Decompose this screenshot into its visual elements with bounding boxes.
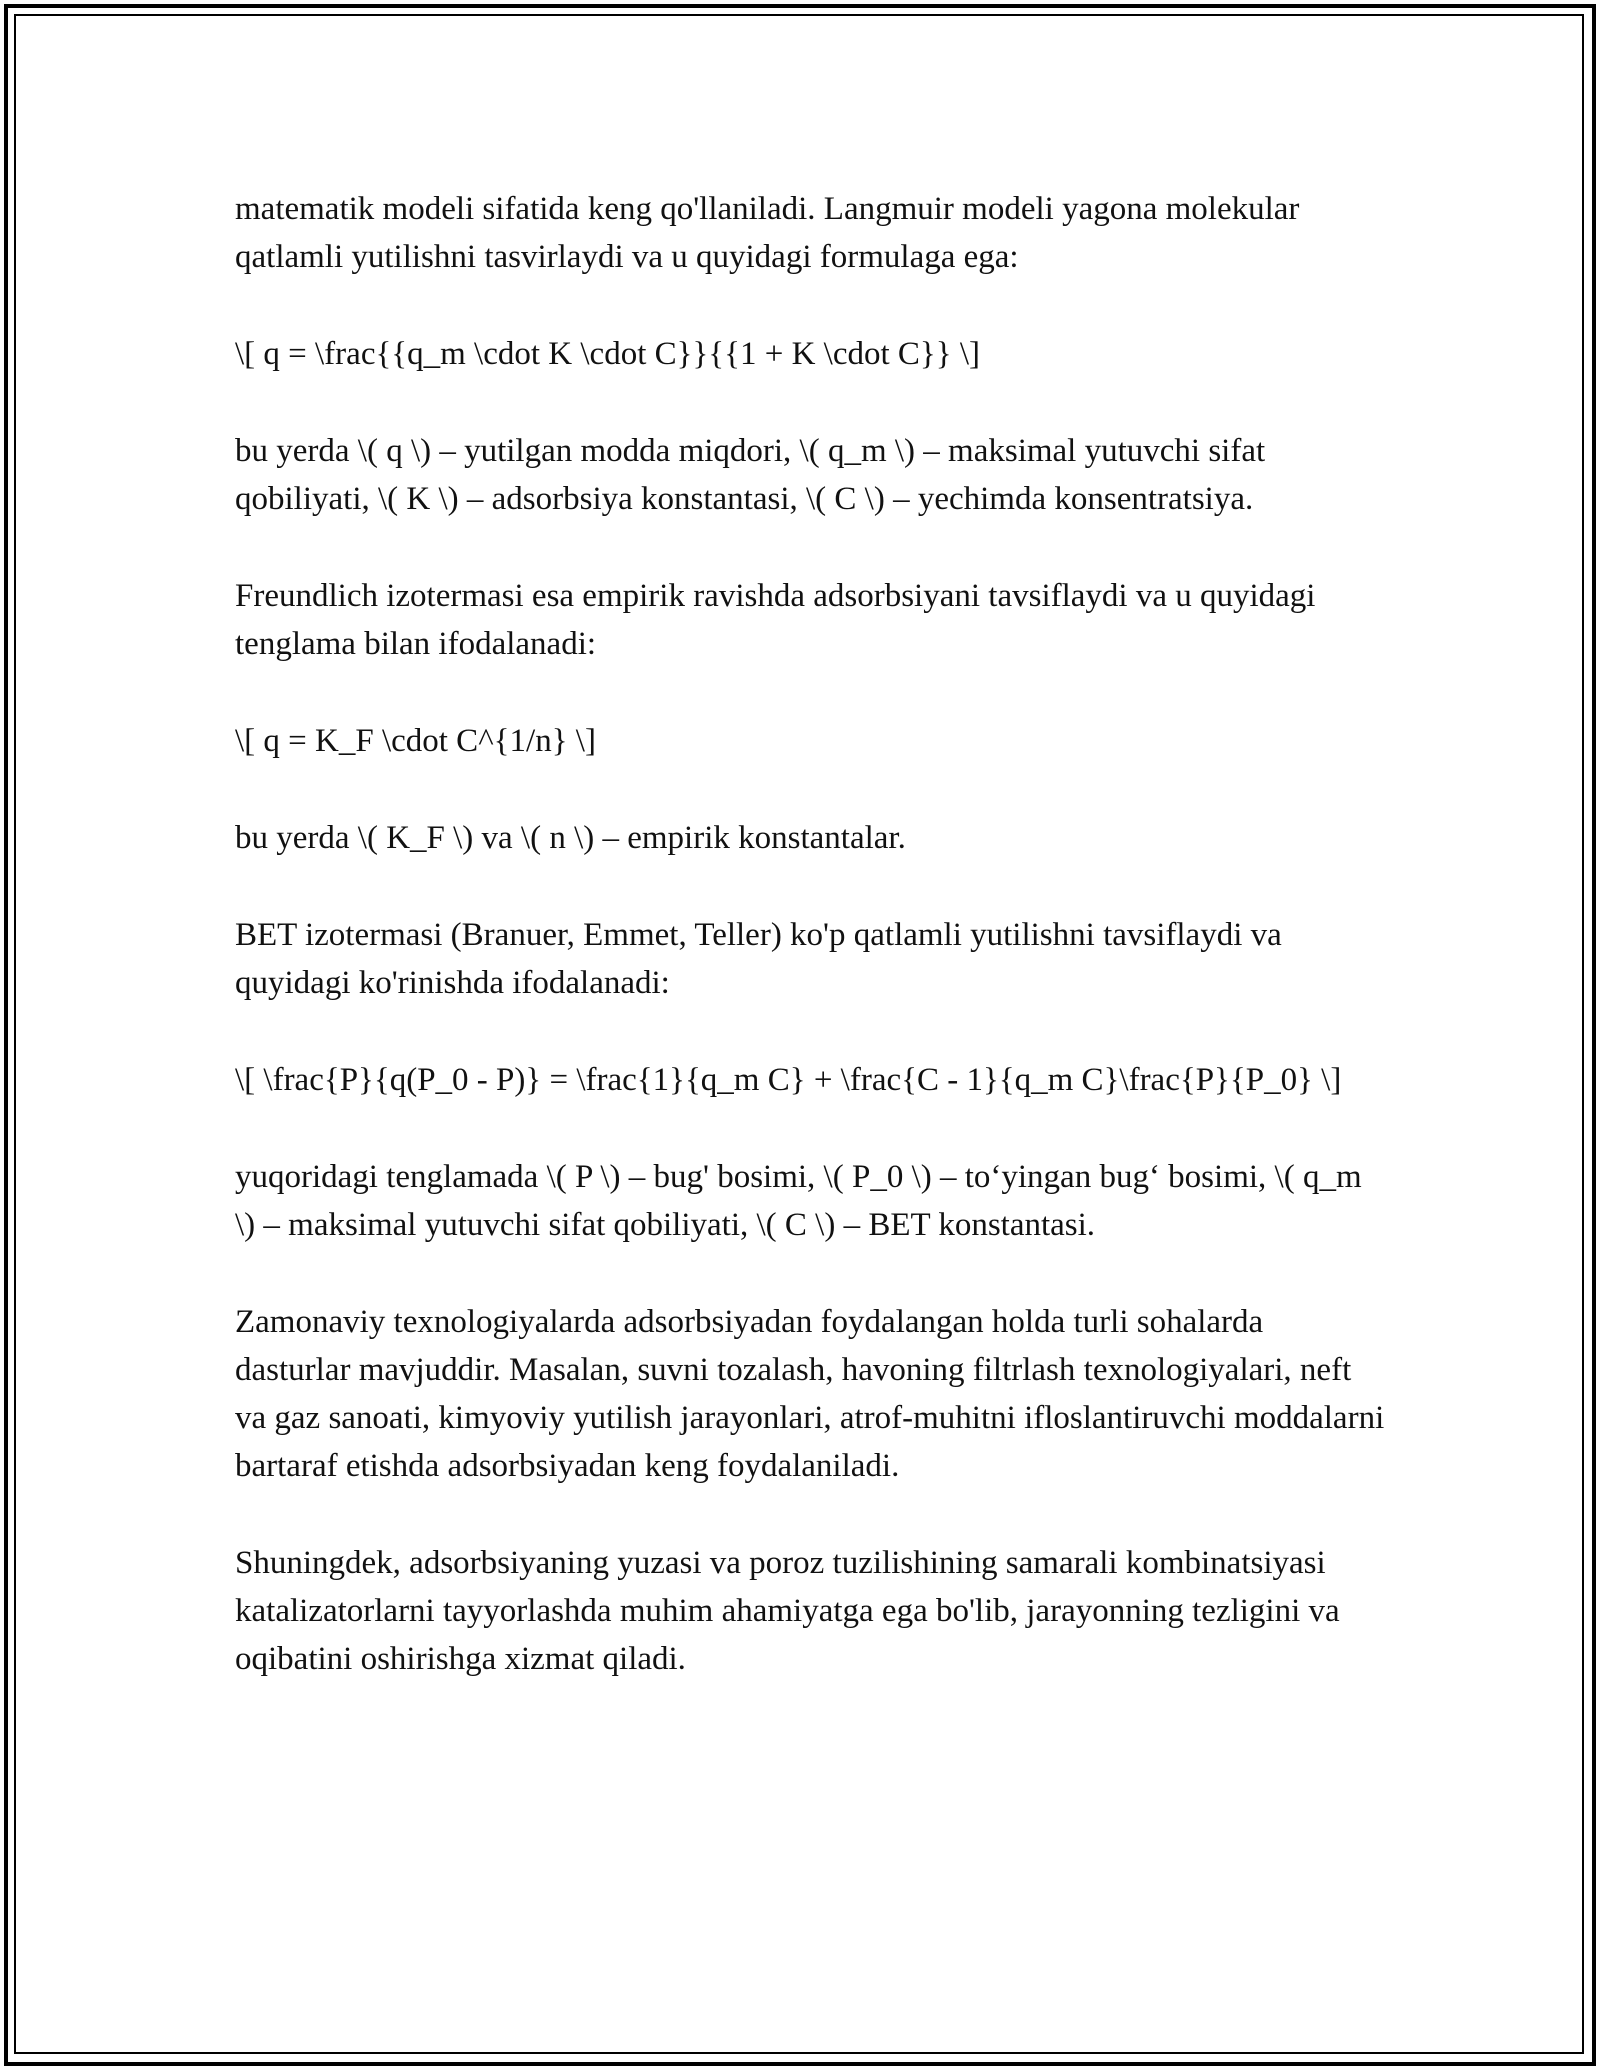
- formula-langmuir: \[ q = \frac{{q_m \cdot K \cdot C}}{{1 + K \cdot C}} \]: [235, 336, 980, 372]
- paragraph-freundlich-terms: bu yerda \( K_F \) va \( n \) – empirik konstantalar.: [235, 820, 906, 856]
- paragraph-langmuir-terms: bu yerda \( q \) – yutilgan modda miqdori, \( q_m \) – maksimal yutuvchi sifat qobiliyati, \( K \) – adsorbsiya konstantasi, \( C \) – yechimda konsentratsiya.: [235, 433, 1266, 517]
- paragraph-bet-terms: yuqoridagi tenglamada \( P \) – bug' bosimi, \( P_0 \) – to‘yingan bug‘ bosimi, \( q_m \) – maksimal yutuvchi sifat qobiliyati, \( C \) – BET konstantasi.: [235, 1159, 1362, 1243]
- paragraph-bet-intro: BET izotermasi (Branuer, Emmet, Teller) ko'p qatlamli yutilishni tavsiflaydi va quyidagi ko'rinishda ifodalanadi:: [235, 917, 1282, 1001]
- formula-bet: \[ \frac{P}{q(P_0 - P)} = \frac{1}{q_m C} + \frac{C - 1}{q_m C}\frac{P}{P_0} \]: [235, 1062, 1342, 1098]
- formula-freundlich: \[ q = K_F \cdot C^{1/n} \]: [235, 723, 596, 759]
- paragraph-langmuir-intro: matematik modeli sifatida keng qo'llaniladi. Langmuir modeli yagona molekular qatlamli yutilishni tasvirlaydi va u quyidagi formulaga ega:: [235, 191, 1300, 275]
- paragraph-freundlich-intro: Freundlich izotermasi esa empirik ravishda adsorbsiyani tavsiflaydi va u quyidagi tenglama bilan ifodalanadi:: [235, 578, 1316, 662]
- document-body: [235, 185, 1385, 1683]
- paragraph-catalysts: Shuningdek, adsorbsiyaning yuzasi va poroz tuzilishining samarali kombinatsiyasi katalizatorlarni tayyorlashda muhim ahamiyatga ega bo'lib, jarayonning tezligini va oqibatini oshirishga xizmat qiladi.: [235, 1545, 1340, 1677]
- paragraph-applications: Zamonaviy texnologiyalarda adsorbsiyadan foydalangan holda turli sohalarda dasturlar mavjuddir. Masalan, suvni tozalash, havoning filtrlash texnologiyalari, neft va gaz sanoati, kimyoviy yutilish jarayonlari, atrof-muhitni ifloslantiruvchi moddalarni bartaraf etishda adsorbsiyadan keng foydalaniladi.: [235, 1304, 1385, 1484]
